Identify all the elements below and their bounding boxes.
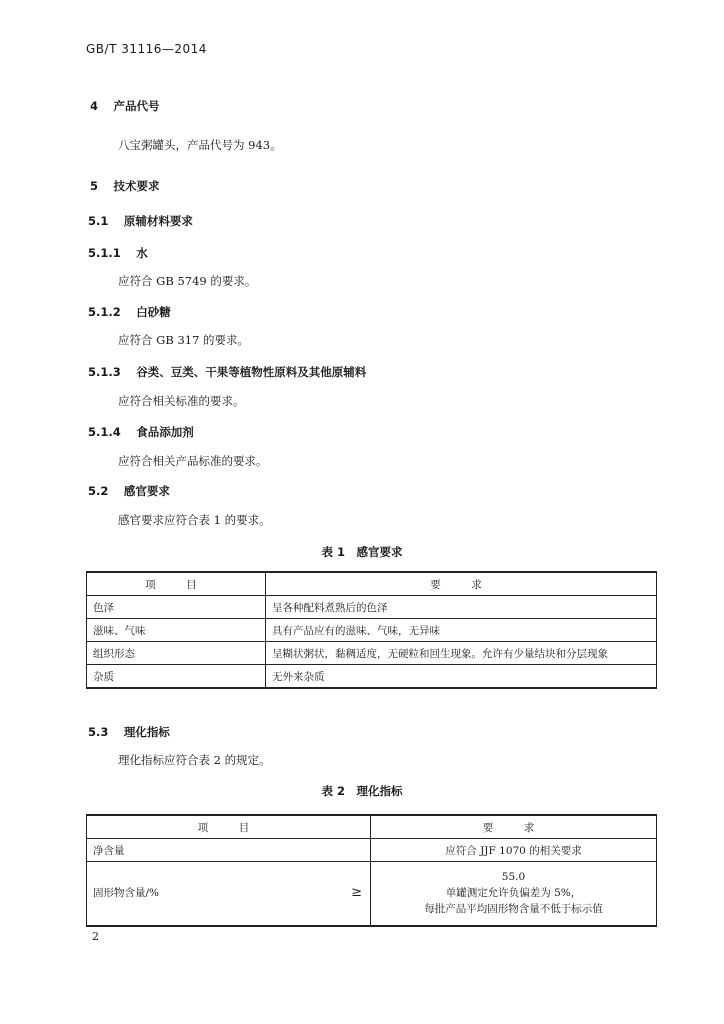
section-4-heading [90, 98, 160, 114]
table-header-row [87, 572, 657, 596]
cell-item: 色泽 [87, 596, 266, 619]
section-5-2-body: 感官要求应符合表 1 的要求。 [118, 513, 271, 527]
table-row [87, 665, 657, 689]
column-header-requirement: 要 求 [266, 572, 657, 596]
cell-requirement: 呈糊状粥状，黏稠适度，无硬粒和回生现象。允许有少量结块和分层现象 [266, 642, 657, 665]
section-5-heading [90, 178, 160, 194]
cell-item [87, 862, 371, 926]
section-number: 5.1 [88, 214, 109, 228]
cell-requirement: 无外来杂质 [266, 665, 657, 689]
section-title: 谷类、豆类、干果等植物性原料及其他原辅料 [136, 365, 367, 379]
column-header-item: 项 目 [87, 572, 266, 596]
table-header-row [87, 815, 657, 839]
table-row [87, 862, 657, 926]
section-5-1-4-body: 应符合相关产品标准的要求。 [118, 454, 268, 468]
section-number: 5.2 [88, 484, 109, 498]
cell-item: 滋味、气味 [87, 619, 266, 642]
table-row [87, 619, 657, 642]
section-5-3-body: 理化指标应符合表 2 的规定。 [118, 753, 271, 767]
section-number: 4 [90, 99, 99, 113]
section-5-2-heading [88, 483, 170, 499]
section-title: 感官要求 [123, 484, 170, 498]
cell-item: 组织形态 [87, 642, 266, 665]
requirement-value: 55.0 [501, 871, 526, 884]
table-row [87, 596, 657, 619]
greater-equal-symbol: ≥ [351, 885, 362, 901]
section-title: 原辅材料要求 [123, 214, 193, 228]
section-number: 5.1.2 [88, 305, 121, 319]
section-number: 5.1.4 [88, 425, 121, 439]
section-5-1-3-body: 应符合相关标准的要求。 [118, 394, 245, 408]
requirement-line: 单罐测定允许负偏差为 5%， [445, 887, 582, 900]
section-title: 白砂糖 [136, 305, 171, 319]
section-number: 5.3 [88, 725, 109, 739]
table-2-physicochemical [86, 814, 657, 927]
section-5-1-2-heading [88, 304, 171, 320]
column-header-item: 项 目 [87, 815, 371, 839]
cell-requirement: 具有产品应有的滋味、气味，无异味 [266, 619, 657, 642]
table-2-caption: 表 2 理化指标 [321, 784, 403, 798]
standard-number: GB/T 31116—2014 [86, 42, 207, 56]
column-header-requirement: 要 求 [371, 815, 657, 839]
section-5-1-4-heading [88, 424, 194, 440]
cell-requirement: 呈各种配料煮熟后的色泽 [266, 596, 657, 619]
cell-item: 杂质 [87, 665, 266, 689]
page-number: 2 [92, 930, 99, 943]
cell-requirement [371, 862, 657, 926]
section-5-1-heading [88, 213, 193, 229]
section-title: 理化指标 [123, 725, 170, 739]
section-title: 产品代号 [113, 99, 160, 113]
cell-requirement: 应符合 JJF 1070 的相关要求 [371, 839, 657, 862]
section-number: 5.1.3 [88, 365, 121, 379]
table-row [87, 839, 657, 862]
section-title: 技术要求 [113, 179, 160, 193]
section-title: 食品添加剂 [136, 425, 194, 439]
table-row [87, 642, 657, 665]
section-5-1-2-body: 应符合 GB 317 的要求。 [118, 333, 250, 347]
section-5-3-heading [88, 724, 170, 740]
section-5-1-1-heading [88, 245, 148, 261]
section-5-1-1-body: 应符合 GB 5749 的要求。 [118, 274, 257, 288]
section-5-1-3-heading [88, 364, 366, 380]
section-4-body: 八宝粥罐头，产品代号为 943。 [118, 138, 282, 152]
section-number: 5 [90, 179, 99, 193]
requirement-line: 每批产品平均固形物含量不低于标示值 [424, 903, 603, 916]
section-title: 水 [136, 246, 148, 260]
cell-item: 净含量 [87, 839, 371, 862]
section-number: 5.1.1 [88, 246, 121, 260]
table-1-caption: 表 1 感官要求 [321, 545, 403, 559]
table-1-sensory [86, 571, 657, 689]
item-label: 固形物含量/% [93, 887, 160, 900]
